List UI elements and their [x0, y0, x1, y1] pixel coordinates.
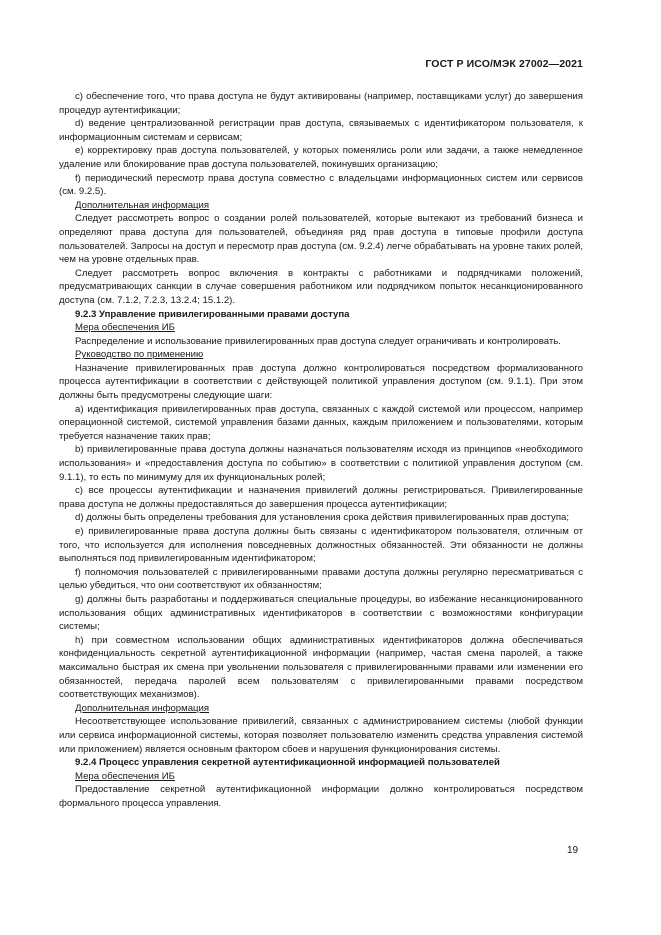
list-item-e: e) корректировку прав доступа пользователей, у которых поменялись роли или задачи, а также немедленное удаление или блокирование прав доступа пользователей, покинувших организацию;	[59, 145, 583, 170]
list-item-d: d) должны быть определены требования для установления срока действия привилегированных прав доступа;	[75, 512, 570, 524]
section-heading-9-2-3: 9.2.3 Управление привилегированными правами доступа	[75, 308, 350, 320]
list-item-c: c) обеспечение того, что права доступа не будут активированы (например, поставщиками услуг) до завершения процедур аутентификации;	[59, 91, 583, 116]
paragraph: Распределение и использование привилегированных прав доступа следует ограничивать и контролировать.	[75, 335, 561, 347]
paragraph: Предоставление секретной аутентификационной информации должно контролироваться посредством формального процесса управления.	[59, 784, 583, 809]
list-item-g: g) должны быть разработаны и поддерживаться специальные процедуры, во избежание несанкционированного использования общих административных идентификаторов в соответствии с возможностями конфигурации системы;	[59, 593, 583, 633]
list-item-e: e) привилегированные права доступа должны быть связаны с идентификатором пользователя, отличным от того, что используется для исполнения повседневных должностных обязанностей. Эти обязанности не должны выполняться под привилегированным идентификатором;	[59, 526, 583, 565]
paragraph: Назначение привилегированных прав доступа должно контролироваться посредством формализованного процесса аутентификации в соответствии с действующей политикой управления доступом (см. 9.1.1). При этом должны быть предусмотрены следующие шаги:	[59, 362, 583, 402]
list-item-b: b) привилегированные права доступа должны назначаться пользователям исходя из принципов «необходимого использования» и «предоставления доступа по событию» в соответствии с политикой управления доступом (см. 9.1.1), то есть по минимуму для их функциональных ролей;	[59, 444, 583, 483]
list-item-f: f) периодический пересмотр права доступа совместно с владельцами информационных систем или сервисов (см. 9.2.5).	[59, 172, 583, 198]
paragraph: Следует рассмотреть вопрос о создании ролей пользователей, которые вытекают из требований бизнеса и определяют права доступа для пользователей, объединяя ряд прав доступа в типовые профили доступа пользователей. Запросы на доступ и пересмотр прав доступа (см. 9.2.4) легче обрабатывать на уровне таких ролей, чем на уровне отдельных прав.	[59, 213, 583, 266]
document-header: ГОСТ Р ИСО/МЭК 27002—2021	[425, 58, 583, 70]
list-item-f: f) полномочия пользователей с привилегированными правами доступа должны регулярно пересматриваться с целью убедиться, что они соответствуют их обязанностям;	[59, 566, 583, 592]
subheading-guidance: Руководство по применению	[75, 349, 204, 361]
subheading-additional-info: Дополнительная информация	[75, 199, 210, 211]
paragraph: Следует рассмотреть вопрос включения в контракты с работниками и подрядчиками положений, предусматривающих санкции в случае совершения работником или подрядчиком попыток несанкционированного доступа (см. 7.1.2, 7.2.3, 13.2.4; 15.1.2).	[59, 267, 583, 306]
subheading-control: Мера обеспечения ИБ	[75, 322, 175, 334]
list-item-c: c) все процессы аутентификации и назначения привилегий должны регистрироваться. Привилегированные права доступа не должны предоставляться до завершения процесса аутентификации;	[59, 485, 583, 510]
list-item-h: h) при совместном использовании общих административных идентификаторов должна обеспечиваться конфиденциальность секретной аутентификационной информации (например, частая смена паролей, а также максимально быстрая их смена при увольнении пользователя с привилегированными правами или изменении его обязанностей, передача паролей всем пользователям с привилегированными правами посредством соответствующих механизмов).	[59, 634, 583, 701]
subheading-control: Мера обеспечения ИБ	[75, 770, 175, 782]
list-item-d: d) ведение централизованной регистрации прав доступа, связываемых с идентификатором пользователя, к информационным системам и сервисам;	[59, 118, 583, 143]
paragraph: Несоответствующее использование привилегий, связанных с администрированием системы (любой функции или сервиса информационной системы, которая позволяет пользователю изменить средства управления системой или приложением) является основным фактором сбоев и нарушения функционирования системы.	[59, 716, 583, 755]
subheading-additional-info: Дополнительная информация	[75, 702, 210, 714]
page-number: 19	[567, 845, 579, 856]
list-item-a: a) идентификация привилегированных прав доступа, связанных с каждой системой или процессом, например операционной системой, системой управления базами данных, каждым приложением и пользователями, которым требуется назначение таких прав;	[59, 403, 583, 442]
section-heading-9-2-4: 9.2.4 Процесс управления секретной аутентификационной информацией пользователей	[75, 757, 500, 769]
page-body	[59, 90, 583, 810]
